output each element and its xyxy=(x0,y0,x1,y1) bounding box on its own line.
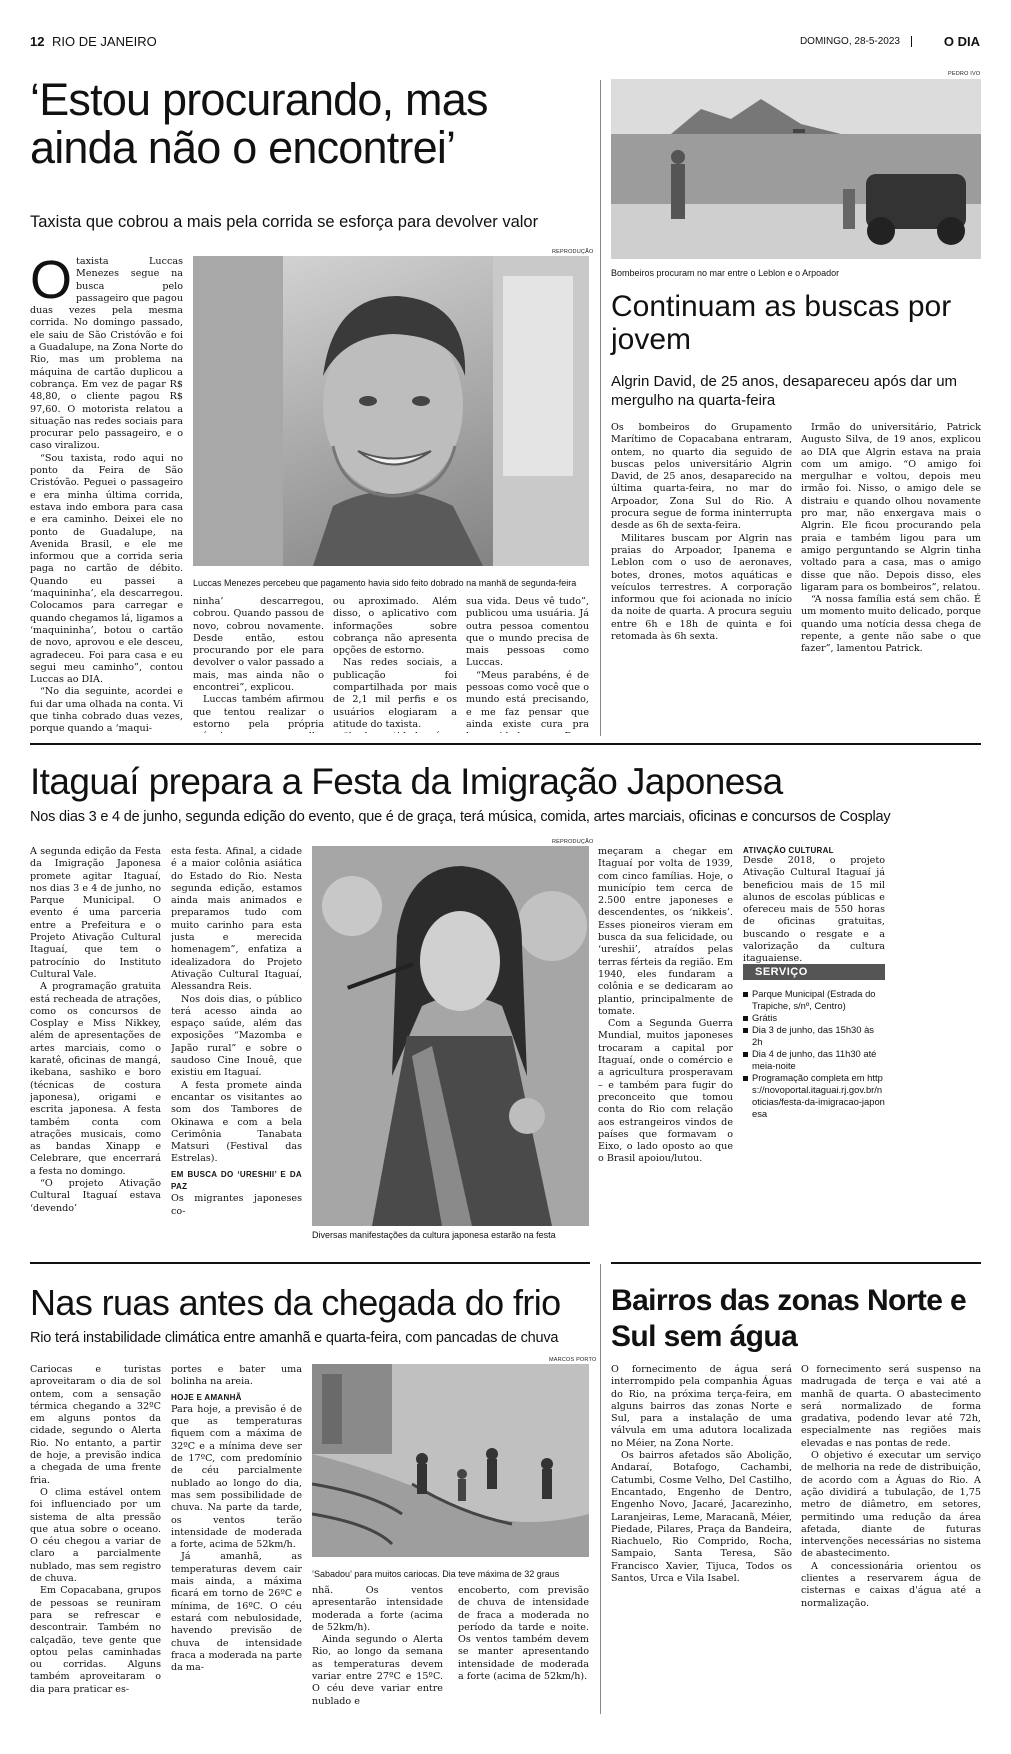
story1-column-3: ou aproximado. Além disso, o aplicativo com informações sobre cobrança não apresenta opções de estorno. Nas redes sociais, a publicação foi compartilhada por mais de 2,1 mil perfis e os usuários elogiaram a atitude do taxista. xyxy=(333,596,457,730)
page-number: 12 xyxy=(30,34,45,49)
story4-column-2: portes e bater uma bolinha na areia. HOJE E AMANHÃ Para hoje, a previsão é de que as temperaturas fiquem com a máxima de 32ºC e a mínima deve ser de 17ºC, com predomínio de céu parcialmente nublado ao longo do dia, mas sem possibilidade de chuva. Na parte da tarde, os ventos terão intensidade de moderada a forte, acima de 52km/h. Já amanhã, as temperaturas devem cair mais ainda, a máxima ficará em torno de 26ºC e mínima, de 16ºC. O céu estará com nebulosidade, havendo previsão de chuva de intensidade fraca a moderada na parte da ma- xyxy=(171,1364,302,1674)
section-name: RIO DE JANEIRO xyxy=(52,34,157,49)
story4-subhead-hoje: HOJE E AMANHÃ xyxy=(171,1392,242,1402)
servico-box xyxy=(743,964,885,1120)
servico-item: Dia 3 de junho, das 15h30 às 2h xyxy=(743,1024,885,1048)
section-divider xyxy=(30,743,981,745)
story3-caption: Diversas manifestações da cultura japonesa estarão na festa xyxy=(312,1230,556,1240)
portrait-illustration xyxy=(193,256,589,566)
story3-column-2: esta festa. Afinal, a cidade é a maior colônia asiática do Estado do Rio. Nesta segunda edição, estamos ainda mais animados e preparamos tudo com muito carinho para esta justa e merecida homenagem”, enfatiza a idealizadora do Projeto Ativação Cultural Itaguaí, Alessandra Reis. Nos dois dias, o público terá acesso ainda ao espaço saúde, além das exposições “Mazomba e Japão rural” e sobre o saudoso Cine Inouê, que existiu em Itaguaí. A festa promete ainda encantar os visitantes ao som dos Tambores de Okinawa e com a bela Cerimônia Tanabata Matsuri (Festival das Estrelas). EM BUSCA DO ‘URESHII’ E DA PAZ Os migrantes japoneses co- xyxy=(171,846,302,1217)
story4-photo xyxy=(312,1364,589,1557)
header-divider xyxy=(911,36,913,47)
story4-subheadline: Rio terá instabilidade climática entre amanhã e quarta-feira, com pancadas de chuva xyxy=(30,1330,559,1346)
servico-item: Grátis xyxy=(743,1012,885,1024)
story3-headline: Itaguaí prepara a Festa da Imigração Japonesa xyxy=(30,761,783,802)
publication-name: O DIA xyxy=(943,34,980,49)
story1-photo-credit: REPRODUÇÃO xyxy=(552,249,594,255)
story3-column-3: meçaram a chegar em Itaguaí por volta de 1939, com cinco famílias. Hoje, o município tem cerca de 2.500 entre japoneses e descendentes, os ‘nikkeis’. Esses pioneiros vieram em busca da sua felicidade, ou ‘ureshii’, atraídos pelas terras férteis da região. Em 1940, eles fundaram a colônia e se dedicaram ao plantio, principalmente de tomate. Com a Segunda Guerra Mundial, muitos japoneses trocaram a capital por Itaguaí, onde o comércio e a agricultura prosperavam – e também para fugir do preconceito que tomou conta do Rio com relação aos estrangeiros vindos de países que formavam o Eixo, o lado oposto ao que o Brasil apoiou/lutou. xyxy=(598,846,733,1165)
story5-column-2: O fornecimento será suspenso na madrugada de terça e vai até a manhã de quarta. O abastecimento será normalizado de forma gradativa, podendo levar até 72h, especialmente nas regiões mais elevadas e nas pontas de rede. O objetivo é executar um serviço de melhoria na rede de distribuição, de acordo com a Águas do Rio. A ação dividirá a tubulação, de 1,75 metro de diâmetro, em setores, permitindo uma redução da área afetada, diante de futuras intervenções necessárias no sistema de abastecimento. A concessionária orientou os clientes a reservarem água de cisternas e caixas d'água até a normalização. xyxy=(801,1364,981,1609)
column-divider xyxy=(600,80,601,736)
story3-photo xyxy=(312,846,589,1226)
story4-photo-credit: MARCOS PORTO xyxy=(549,1357,597,1363)
story1-column-1: O taxista Luccas Menezes segue na busca pelo passageiro que pagou duas vezes pela mesma corrida. No domingo passado, ele saiu de São Cristóvão e foi a Guadalupe, na Zona Norte do Rio, mas um problema na máquina de cartão duplicou a cobrança. Em vez de pagar R$ 48,80, o cliente pagou R$ 97,60. O motorista relatou a situação nas redes sociais para procurar pelo passageiro, e o caso viralizou. “Sou taxista, rodo aqui no ponto da Feira de São Cristóvão. Peguei o passageiro e era minha última corrida, estava indo embora para casa e era caminho. Deixei ele no ponto de Guadalupe, na Avenida Brasil, e ele me informou que a corrida seria paga no cartão de débito. Quando eu passei a ‘maquininha’, ela descarregou. Colocamos para carregar e quando chegamos lá, ligamos a ‘maquininha’, botou o cartão de novo, aprovou e ele desceu, agradeceu. Foi para casa e eu segui meu caminho”, contou Luccas ao DIA. “No dia seguinte, acordei e fui dar uma olhada na conta. Vi que tinha cobrado duas vezes, porque quando a ‘maqui- xyxy=(30,256,183,733)
cosplay-illustration xyxy=(312,846,589,1226)
story2-subheadline: Algrin David, de 25 anos, desapareceu após dar um mergulho na quarta-feira xyxy=(611,373,958,409)
servico-item: Dia 4 de junho, das 11h30 até meia-noite xyxy=(743,1048,885,1072)
story5-headline: Bairros das zonas Norte e Sul sem água xyxy=(611,1284,967,1353)
issue-date: DOMINGO, 28-5-2023 xyxy=(799,36,900,47)
story2-column-2: Irmão do universitário, Patrick Augusto Silva, de 19 anos, explicou ao DIA que Algrin estava na praia com um amigo. “O amigo foi mergulhar e voltou, depois meu irmão foi. Nisso, o amigo dele se distraiu e quando olhou novamente pro mar, não enxergava mais o Algrin. Ele ficou procurando pela praia e também ligou para um amigo perguntando se Algrin tinha voltado para a casa, mas o amigo disse que não. Depois disso, eles ligaram para os bombeiros”, relatou. “A nossa família está sem chão. É um momento muito delicado, porque quando uma notícia dessa chega de repente, a gente não sabe o que fazer”, lamentou Patrick. xyxy=(801,422,981,655)
story2-caption: Bombeiros procuram no mar entre o Leblon e o Arpoador xyxy=(611,268,840,278)
story3-subheadline: Nos dias 3 e 4 de junho, segunda edição do evento, que é de graça, terá música, comida, artes marciais, oficinas e concursos de Cosplay xyxy=(30,809,891,825)
section-divider xyxy=(611,1262,981,1264)
story2-column-1: Os bombeiros do Grupamento Marítimo de Copacabana entraram, ontem, no quarto dia seguido de buscas pelos universitário Algrin David, de 25 anos, desaparecido na última quarta-feira, no mar do Arpoador, Zona Sul do Rio. A procura segue de forma ininterrupta desde as 6h de sexta-feira. Militares buscam por Algrin nas praias do Arpoador, Ipanema e Leblon com o uso de aeronaves, botes, drones, motos aquáticas e veículos terrestres. A corporação informou que foi acionada no início da noite de quarta. A procura seguiu entre 6h e 18h de quinta e foi retomada às 6h sexta. xyxy=(611,422,792,643)
story3-column-4: ATIVAÇÃO CULTURAL Desde 2018, o projeto Ativação Cultural Itaguaí já beneficiou mais de 15 mil alunos de escolas públicas e ofereceu mais de 550 horas de oficinas gratuitas, buscando o resgate e a valorização da cultura itaguaiense. SERVIÇO Parque Municipal (Estrada do Trapiche, s/nº, Centro) Grátis Dia 3 de junho, das 15h30 às 2h Dia 4 de junho, das 11h30 até meia-noite Programação completa em https://novoportal.itaguai.rj.gov.br/noticias/festa-da-imigracao-japonesa xyxy=(743,846,981,1244)
section-divider xyxy=(30,1262,590,1264)
story4-caption: ‘Sabadou’ para muitos cariocas. Dia teve máxima de 32 graus xyxy=(312,1569,560,1579)
servico-list xyxy=(743,988,885,1120)
story3-column-1: A segunda edição da Festa da Imigração Japonesa promete agitar Itaguaí, nos dias 3 e 4 de junho, no Parque Municipal. O evento é uma parceria entre a Prefeitura e o Projeto Ativação Cultural Itaguaí, que tem o patrocínio do Instituto Cultural Vale. A programação gratuita está recheada de atrações, como os concursos de Cosplay e Miss Nikkey, além de apresentações de artes marciais, como o karatê, oficinas de mangá, ikebana, sashiko e boro (técnicas de costura japonesa), origami e escrita japonesa. A festa também conta com atrações musicais, como as bandas Xinapp e Celebrare, que encerrará a festa no domingo. “O projeto Ativação Cultural Itaguaí estava ‘devendo’ xyxy=(30,846,161,1214)
servico-title: SERVIÇO xyxy=(743,964,885,980)
story2-photo xyxy=(611,79,981,259)
story4-headline: Nas ruas antes da chegada do frio xyxy=(30,1282,561,1323)
story3-subhead-ureshii: EM BUSCA DO ‘URESHII’ E DA PAZ xyxy=(171,1169,302,1192)
copacabana-illustration xyxy=(312,1364,589,1557)
story1-column-4: sua vida. Deus vê tudo”, publicou uma usuária. Já outra pessoa comentou que o mundo precisa de mais pessoas como Luccas. “Meus parabéns, é de pessoas como você que o mundo está precisando, e me faz pensar que ainda existe cura pra xyxy=(466,596,589,730)
story4-column-4: encoberto, com previsão de chuva de intensidade de fraca a moderada no período da tarde e noite. Os ventos também devem se manter apresentando intensidade de moderada a forte (acima de 52km/h). xyxy=(458,1585,589,1683)
story1-subheadline: Taxista que cobrou a mais pela corrida se esforça para devolver valor xyxy=(30,213,539,231)
story2-photo-credit: PEDRO IVO xyxy=(948,71,981,77)
story5-column-1: O fornecimento de água será interrompido pela companhia Águas do Rio, na próxima terça-feira, em alguns bairros das zonas Norte e Sul, para a instalação de uma válvula em uma adutora localizada no Méier, na Zona Norte. Os bairros afetados são Abolição, Andaraí, Botafogo, Cachambi, Catumbi, Cosme Velho, Del Castilho, Encantado, Engenho de Dentro, Engenho Novo, Jacaré, Jacarezinho, Laranjeiras, Leme, Maracanã, Méier, Piedade, Pilares, Praça da Bandeira, Riachuelo, Rio Comprido, Rocha, Sampaio, Santa Teresa, São Francisco Xavier, Tijuca, Todos os Santos, Urca e Vila Isabel. xyxy=(611,1364,792,1585)
page-header xyxy=(30,34,980,50)
servico-item: Parque Municipal (Estrada do Trapiche, s/nº, Centro) xyxy=(743,988,885,1012)
story4-column-3: nhã. Os ventos apresentarão intensidade moderada a forte (acima de 52km/h). Ainda segundo o Alerta Rio, ao longo da semana as temperaturas devem variar entre 27ºC e 15ºC. O céu deve variar entre nublado e xyxy=(312,1585,443,1707)
column-divider xyxy=(600,1264,601,1714)
story3-photo-credit: REPRODUÇÃO xyxy=(552,839,594,845)
story4-column-1: Cariocas e turistas aproveitaram o dia de sol ontem, com a sensação térmica chegando a 32ºC em alguns pontos da cidade, segundo o Alerta Rio. No entanto, a partir de hoje, a previsão indica a chegada de uma frente fria. O clima estável ontem foi influenciado por um sistema de alta pressão que atua sobre o oceano. O céu chegou a variar de claro a parcialmente nublado, mas sem registro de chuva. Em Copacabana, grupos de pessoas se reuniram para se refrescar e descontrair. Também no calçadão, teve gente que optou pelas caminhadas ou corridas. Alguns também aproveitaram o dia para praticar es- xyxy=(30,1364,161,1695)
servico-item-link[interactable]: Programação completa em https://novoportal.itaguai.rj.gov.br/noticias/festa-da-imigracao-japonesa xyxy=(743,1072,885,1120)
story1-caption: Luccas Menezes percebeu que pagamento havia sido feito dobrado na manhã de segunda-feira xyxy=(193,578,577,588)
story1-dropcap: O xyxy=(30,256,73,310)
story3-subhead-ativacao: ATIVAÇÃO CULTURAL xyxy=(743,846,834,855)
story1-headline: ‘Estou procurando, mas ainda não o encontrei’ xyxy=(30,74,488,173)
story2-headline: Continuam as buscas por jovem xyxy=(611,290,952,356)
story1-photo xyxy=(193,256,589,566)
story1-column-2: ninha’ descarregou, cobrou. Quando passou de novo, cobrou novamente. Desde então, estou procurando por ele para devolver o valor passado a mais, mas ainda não o encontrei”, explicou. Luccas também afirmou que tentou realizar o estorno pela própria xyxy=(193,596,324,730)
beach-illustration xyxy=(611,79,981,259)
